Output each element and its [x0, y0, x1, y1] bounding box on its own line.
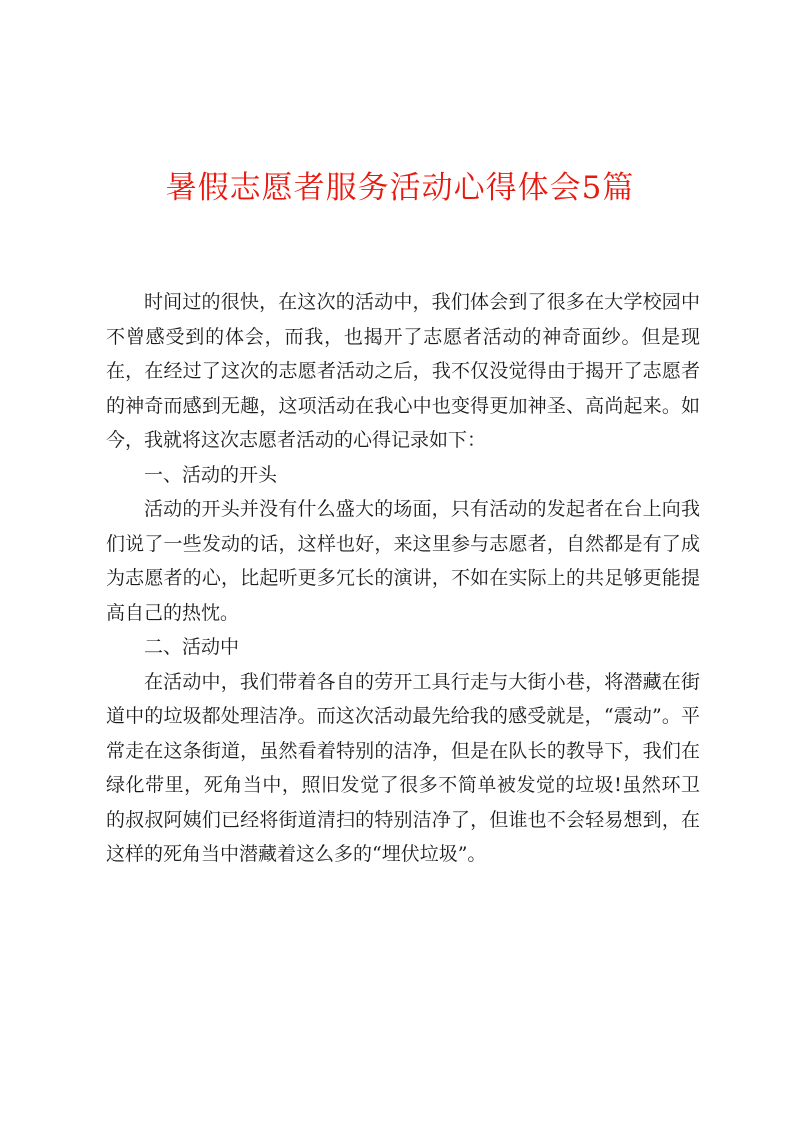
document-body — [106, 285, 700, 872]
section-heading-2: 二、活动中 — [144, 636, 240, 658]
section-heading-1: 一、活动的开头 — [144, 463, 278, 486]
paragraph-intro: 时间过的很快，在这次的活动中，我们体会到了很多在大学校园中不曾感受到的体会，而我，也揭开了志愿者活动的神奇面纱。但是现在，在经过了这次的志愿者活动之后，我不仅没觉得由于揭开了志愿者的神奇而感到无趣，这项活动在我心中也变得更加神圣、高尚起来。如今，我就将这次志愿者活动的心得记录如下： — [106, 291, 700, 451]
paragraph-section-2: 在活动中，我们带着各自的劳开工具行走与大街小巷，将潜藏在街道中的垃圾都处理洁净。而这次活动最先给我的感受就是，“震动”。平常走在这条街道，虽然看着特别的洁净，但是在队长的教导下，我们在绿化带里，死角当中，照旧发觉了很多不简单被发觉的垃圾!虽然环卫的叔叔阿姨们已经将街道清扫的特别洁净了，但谁也不会轻易想到，在这样的死角当中潜藏着这么多的“埋伏垃圾”。 — [106, 670, 700, 865]
paragraph-section-1: 活动的开头并没有什么盛大的场面，只有活动的发起者在台上向我们说了一些发动的话，这样也好，来这里参与志愿者，自然都是有了成为志愿者的心，比起听更多冗长的演讲，不如在实际上的共足够更能提高自己的热忱。 — [106, 498, 700, 624]
document-title: 暑假志愿者服务活动心得体会5篇 — [165, 170, 635, 206]
